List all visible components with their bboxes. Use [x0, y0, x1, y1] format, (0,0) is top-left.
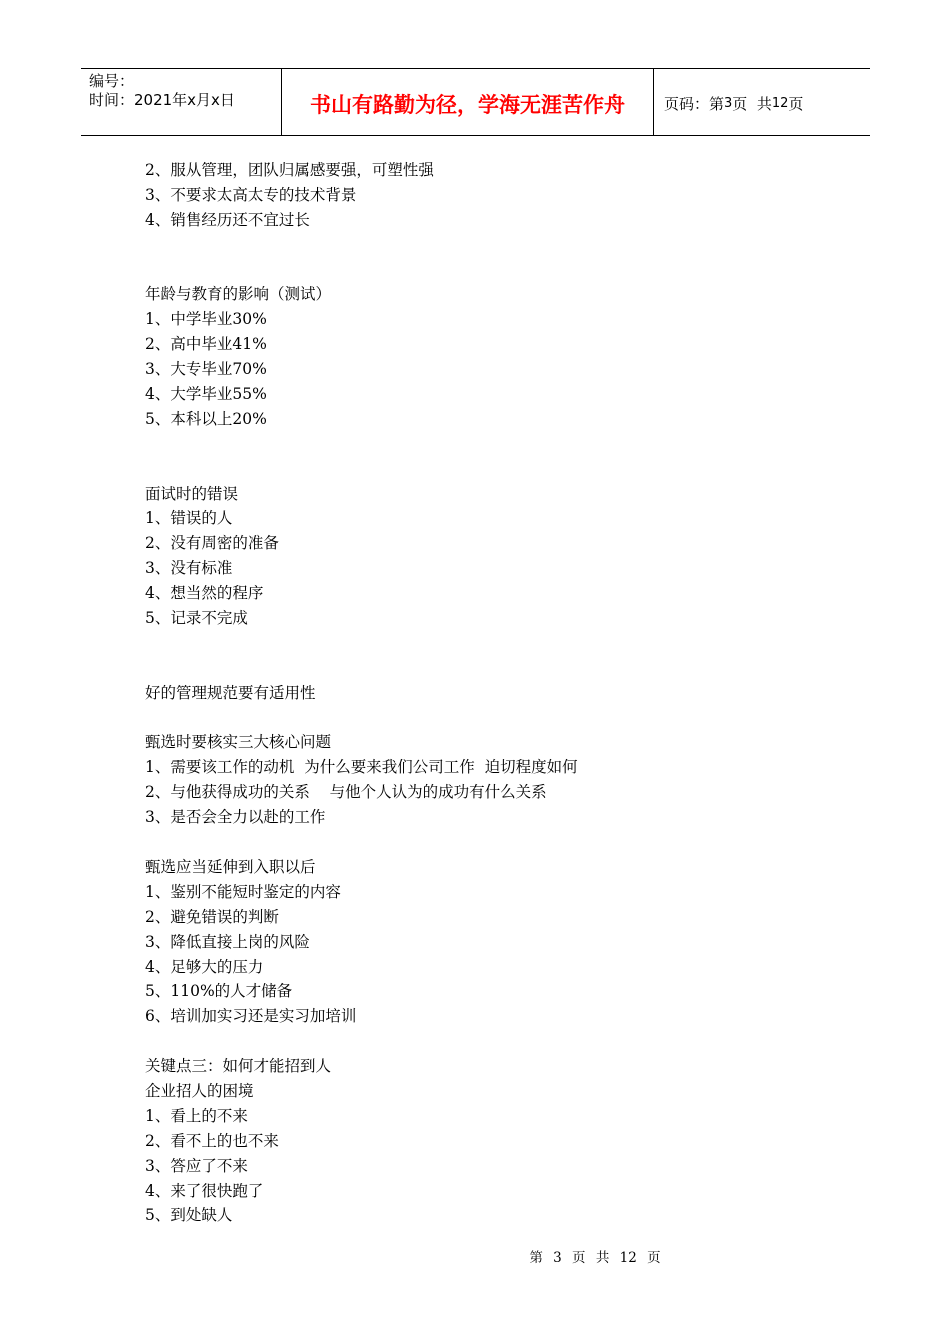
list-item: 1、错误的人	[145, 509, 233, 528]
section-line: 面试时的错误	[145, 484, 239, 503]
header-page-current: 3	[724, 95, 733, 111]
list-item: 2、与他获得成功的关系 与他个人认为的成功有什么关系	[145, 783, 547, 802]
footer-prefix: 第	[529, 1250, 543, 1266]
list-item: 2、避免错误的判断	[145, 907, 279, 926]
page-footer	[0, 1246, 950, 1266]
list-item: 1、鉴别不能短时鉴定的内容	[145, 882, 341, 901]
list-item: 4、大学毕业55%	[145, 385, 267, 404]
footer-mid1: 页	[572, 1250, 586, 1266]
list-item: 3、没有标准	[145, 559, 233, 578]
list-item: 3、降低直接上岗的风险	[145, 932, 310, 951]
header-page-info	[654, 69, 870, 135]
section-line: 甄选时要核实三大核心问题	[145, 733, 332, 752]
blank-line	[145, 1029, 845, 1054]
blank-line	[145, 631, 845, 656]
list-item: 2、没有周密的准备	[145, 534, 279, 553]
list-item: 1、需要该工作的动机 为什么要来我们公司工作 迫切程度如何	[145, 758, 578, 777]
list-item: 3、不要求太高太专的技术背景	[145, 185, 357, 204]
document-time-label: 时间：2021年x月x日	[89, 91, 235, 109]
section-line: 关键点三：如何才能招到人	[145, 1057, 332, 1076]
header-page-total: 12	[771, 95, 789, 111]
blank-line	[145, 233, 845, 258]
blank-line	[145, 830, 845, 855]
blank-line	[145, 258, 845, 283]
list-item: 3、答应了不来	[145, 1156, 248, 1175]
list-item: 3、是否会全力以赴的工作	[145, 808, 326, 827]
list-item: 2、高中毕业41%	[145, 335, 267, 354]
header-meta	[81, 69, 282, 135]
list-item: 4、销售经历还不宜过长	[145, 210, 310, 229]
section-line: 甄选应当延伸到入职以后	[145, 857, 316, 876]
section-line: 2、服从管理，团队归属感要强，可塑性强	[145, 161, 434, 179]
section-line: 年龄与教育的影响（测试）	[145, 285, 332, 304]
section-line: 好的管理规范要有适用性	[145, 683, 316, 702]
blank-line	[145, 706, 845, 731]
document-number-label: 编号：	[89, 72, 135, 90]
list-item: 1、中学毕业30%	[145, 310, 267, 329]
list-item: 5、记录不完成	[145, 609, 248, 628]
document-body	[145, 158, 845, 1228]
blank-line	[145, 656, 845, 681]
list-item: 3、大专毕业70%	[145, 360, 267, 379]
blank-line	[145, 457, 845, 482]
list-item: 4、想当然的程序	[145, 584, 264, 603]
header-page-mid: 页 共	[732, 94, 772, 113]
footer-current: 3	[553, 1250, 562, 1266]
header-page-prefix: 页码：第	[664, 94, 725, 113]
page-header	[81, 68, 870, 136]
list-item: 6、培训加实习还是实习加培训	[145, 1007, 357, 1026]
list-item: 5、本科以上20%	[145, 409, 267, 428]
list-item: 4、来了很快跑了	[145, 1181, 264, 1200]
footer-mid2: 共	[595, 1250, 610, 1266]
blank-line	[145, 432, 845, 457]
list-item: 5、到处缺人	[145, 1206, 233, 1225]
list-item: 企业招人的困境	[145, 1081, 254, 1100]
header-motto: 书山有路勤为径，学海无涯苦作舟	[282, 69, 654, 135]
footer-total: 12	[619, 1250, 637, 1266]
header-page-suffix: 页	[788, 94, 804, 113]
footer-suffix: 页	[647, 1250, 661, 1266]
list-item: 5、110%的人才储备	[145, 982, 293, 1001]
list-item: 1、看上的不来	[145, 1106, 248, 1125]
list-item: 4、足够大的压力	[145, 957, 264, 976]
list-item: 2、看不上的也不来	[145, 1131, 279, 1150]
